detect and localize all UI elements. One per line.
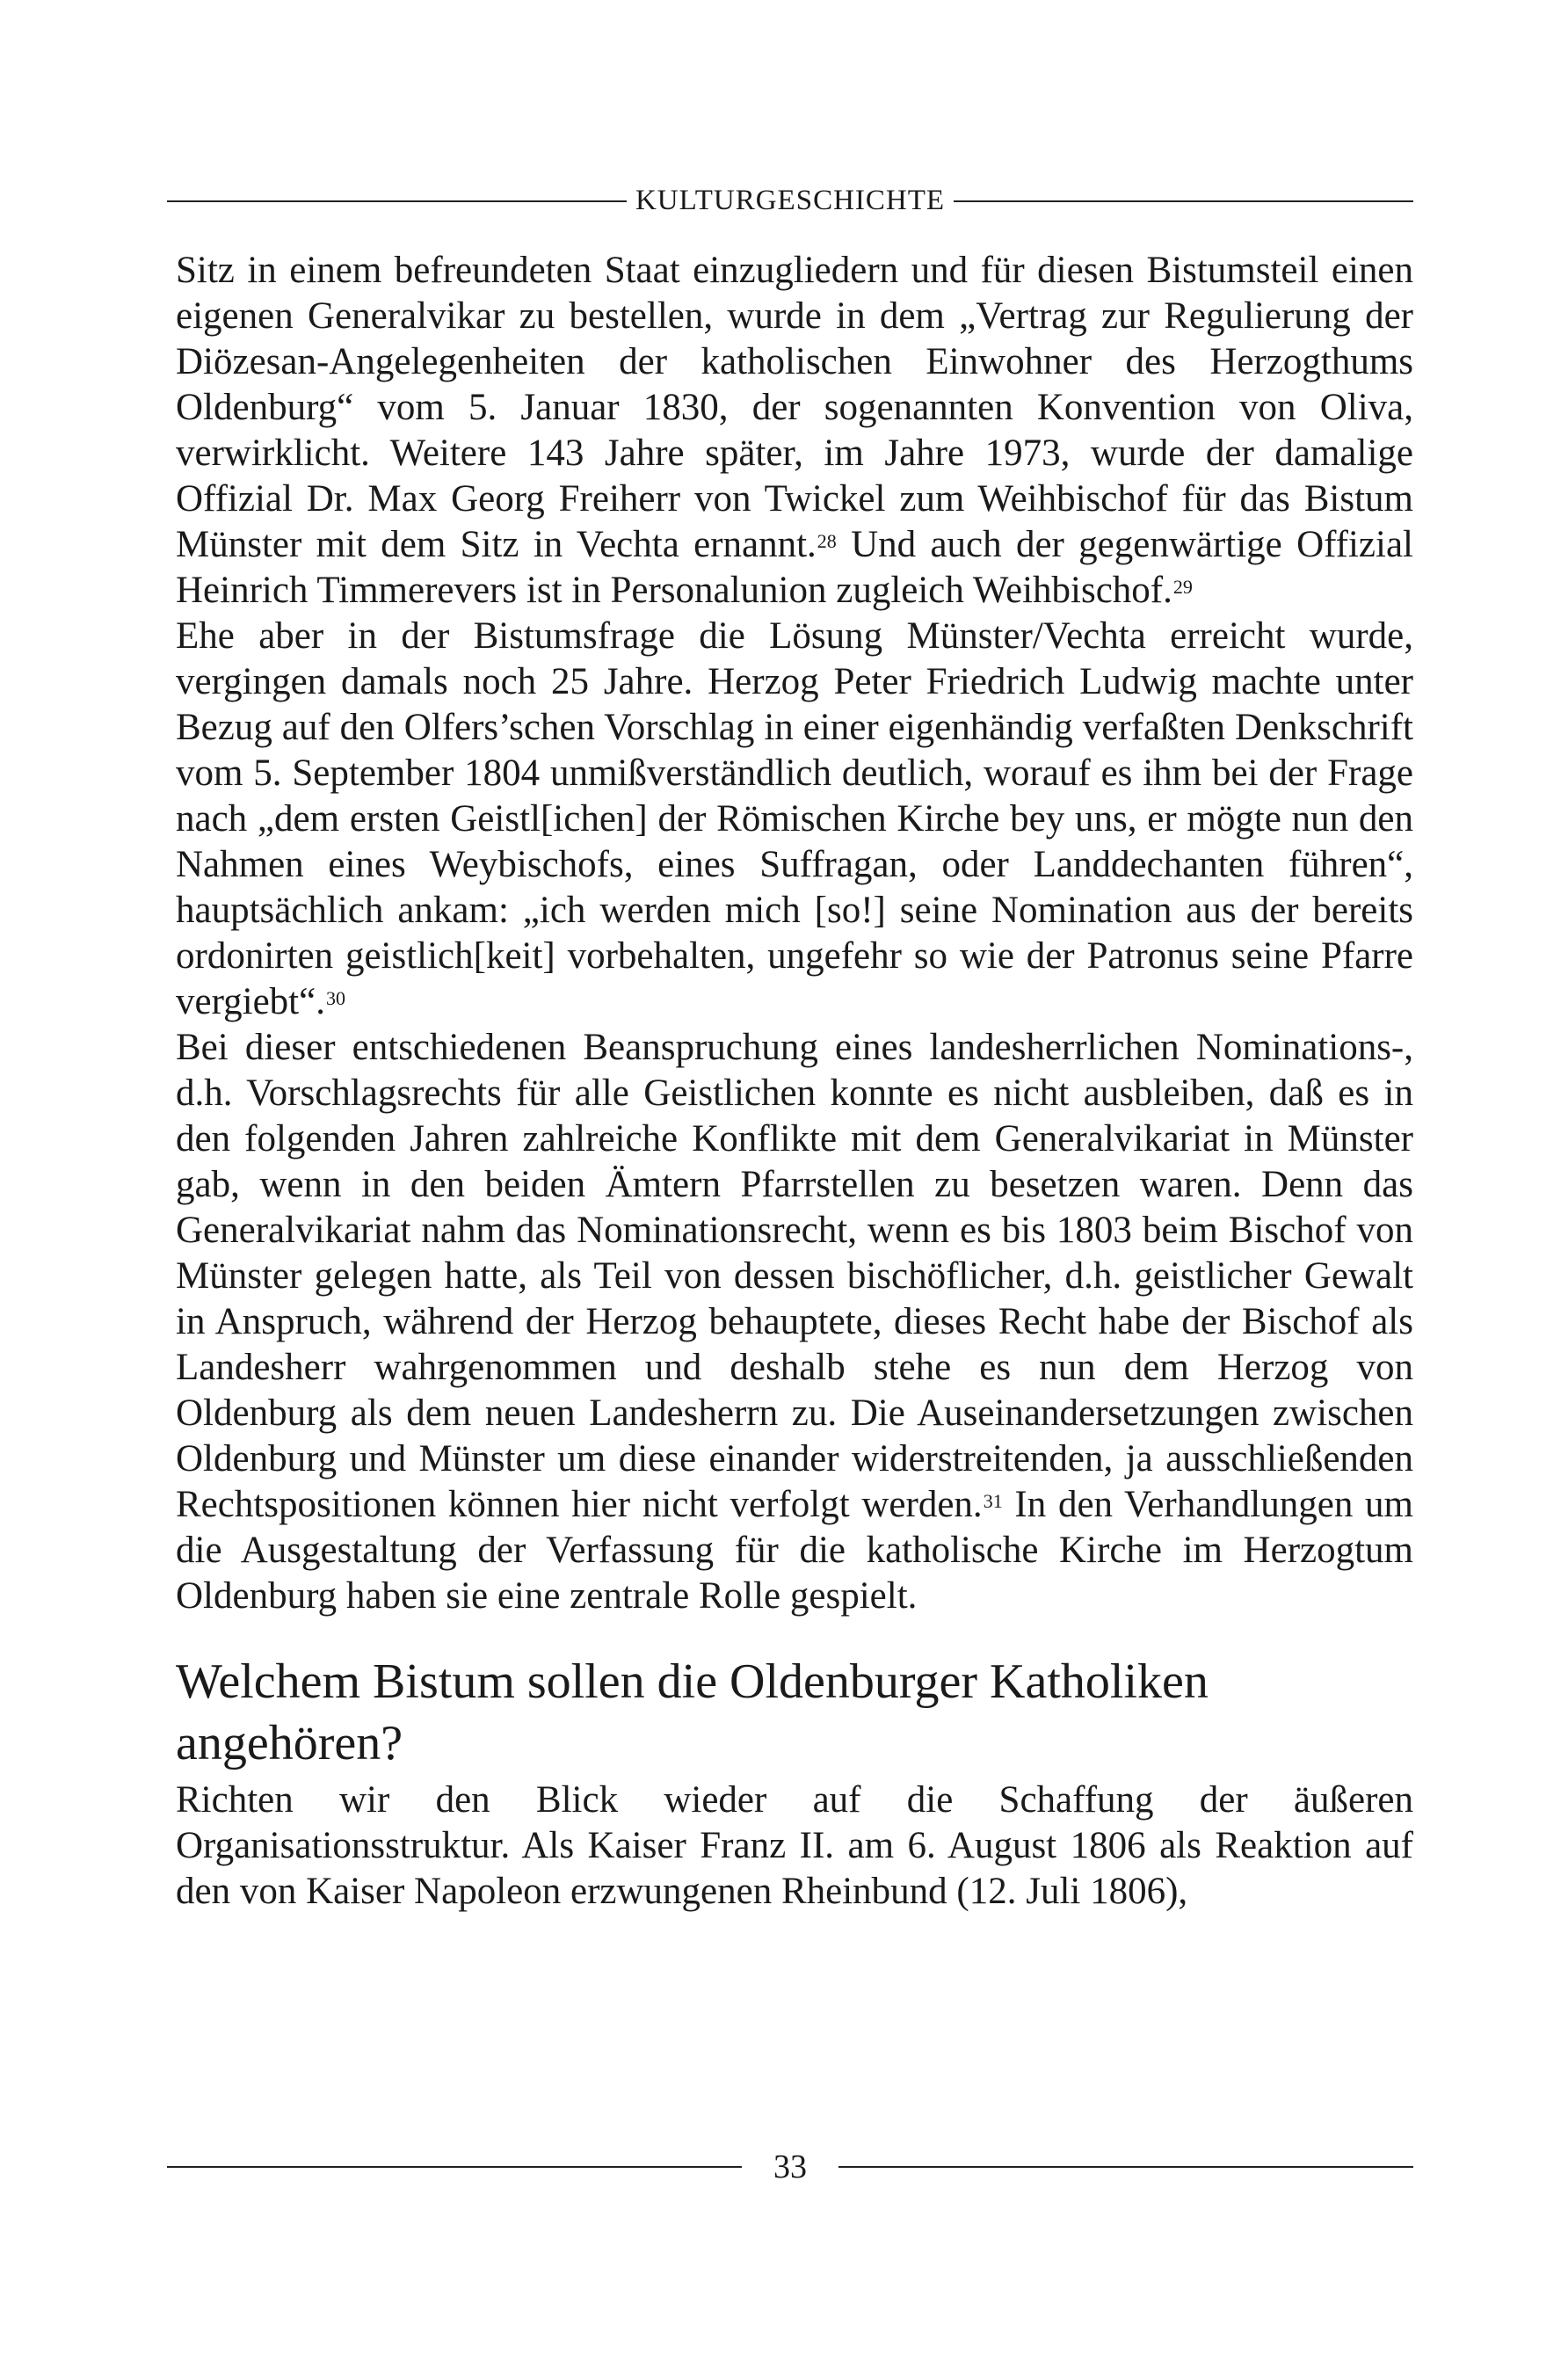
paragraph-text: Ehe aber in der Bistumsfrage die Lösung Münster/Vechta erreicht wurde, vergingen damals noch 25 Jahre. Herzog Peter Friedrich Ludwig machte unter Bezug auf den Olfers’schen Vorschlag in einer eigenhändig verfaßten Denkschrift vom 5. September 1804 unmißverständlich deutlich, worauf es ihm bei der Frage nach „dem ersten Geistl[ichen] der Römischen Kirche bey uns, er mögte nun den Nahmen eines Weybischofs, eines Suffragan, oder Landdechanten führen“, hauptsächlich ankam: „ich werden mich [so!] seine Nomination aus der bereits ordonirten geistlich[keit] vorbehalten, ungefehr so wie der Patronus seine Pfarre vergiebt“. (176, 615, 1413, 1022)
page-footer (167, 2150, 1413, 2184)
paragraph-text: Und auch der gegenwärtige Offizial Heinrich Timmerevers ist in Personalunion zugleich Weihbischof. (176, 524, 1414, 611)
footnote-reference: 30 (325, 987, 345, 1009)
paragraph-text: In den Verhandlungen um die Ausgestaltung der Verfassung für die katholische Kirche im Herzogtum Oldenburg haben sie eine zentrale Rolle gespielt. (176, 1484, 1413, 1617)
section-heading: Welchem Bistum sollen die Oldenburger Katholiken angehören? (176, 1654, 1209, 1770)
paragraph (176, 1025, 1413, 1619)
paragraph-text: Bei dieser entschiedenen Beanspruchung eines landesherrlichen Nominations-, d.h. Vorschlagsrechts für alle Geistlichen konnte es nicht ausbleiben, daß es in den folgenden Jahren zahlreiche Konflikte mit dem Generalvikariat in Münster gab, wenn in den beiden Ämtern Pfarrstellen zu besetzen waren. Denn das Generalvikariat nahm das Nominationsrecht, wenn es bis 1803 beim Bischof von Münster gelegen hatte, als Teil von dessen bischöflicher, d.h. geistlicher Gewalt in Anspruch, während der Herzog behauptete, dieses Recht habe der Bischof als Landesherr wahrgenommen und deshalb stehe es nun dem Herzog von Oldenburg als dem neuen Landesherrn zu. Die Auseinandersetzungen zwischen Oldenburg und Münster um diese einander widerstreitenden, ja ausschließenden Rechtspositionen können hier nicht verfolgt werden. (176, 1027, 1413, 1525)
footnote-reference: 28 (817, 530, 837, 552)
header-rule-right (954, 200, 1413, 202)
footnote-reference: 31 (983, 1490, 1003, 1512)
paragraph-text: Sitz in einem befreundeten Staat einzugliedern und für diesen Bistumsteil einen eigenen Generalvikar zu bestellen, wurde in dem „Vertrag zur Regulierung der Diözesan-Angelegenheiten der katholischen Einwohner des Herzogthums Oldenburg“ vom 5. Januar 1830, der sogenannten Konvention von Oliva, verwirklicht. Weitere 143 Jahre später, im Jahre 1973, wurde der damalige Offizial Dr. Max Georg Freiherr von Twickel zum Weihbischof für das Bistum Münster mit dem Sitz in Vechta ernannt. (176, 250, 1413, 565)
body-text (176, 248, 1413, 1915)
page-number: 33 (773, 2148, 807, 2185)
paragraph (176, 614, 1413, 1025)
footnote-reference: 29 (1172, 576, 1193, 598)
footer-rule-left (167, 2166, 742, 2168)
paragraph (176, 248, 1413, 614)
running-title: KULTURGESCHICHTE (635, 185, 946, 216)
footer-rule-right (838, 2166, 1413, 2168)
header-rule-left (167, 200, 627, 202)
running-header (167, 186, 1413, 215)
paragraph: Richten wir den Blick wieder auf die Schaffung der äußeren Organisationsstruktur. Als Kaiser Franz II. am 6. August 1806 als Reaktion auf den von Kaiser Napoleon erzwungenen Rheinbund (12. Juli 1806), (176, 1779, 1413, 1912)
